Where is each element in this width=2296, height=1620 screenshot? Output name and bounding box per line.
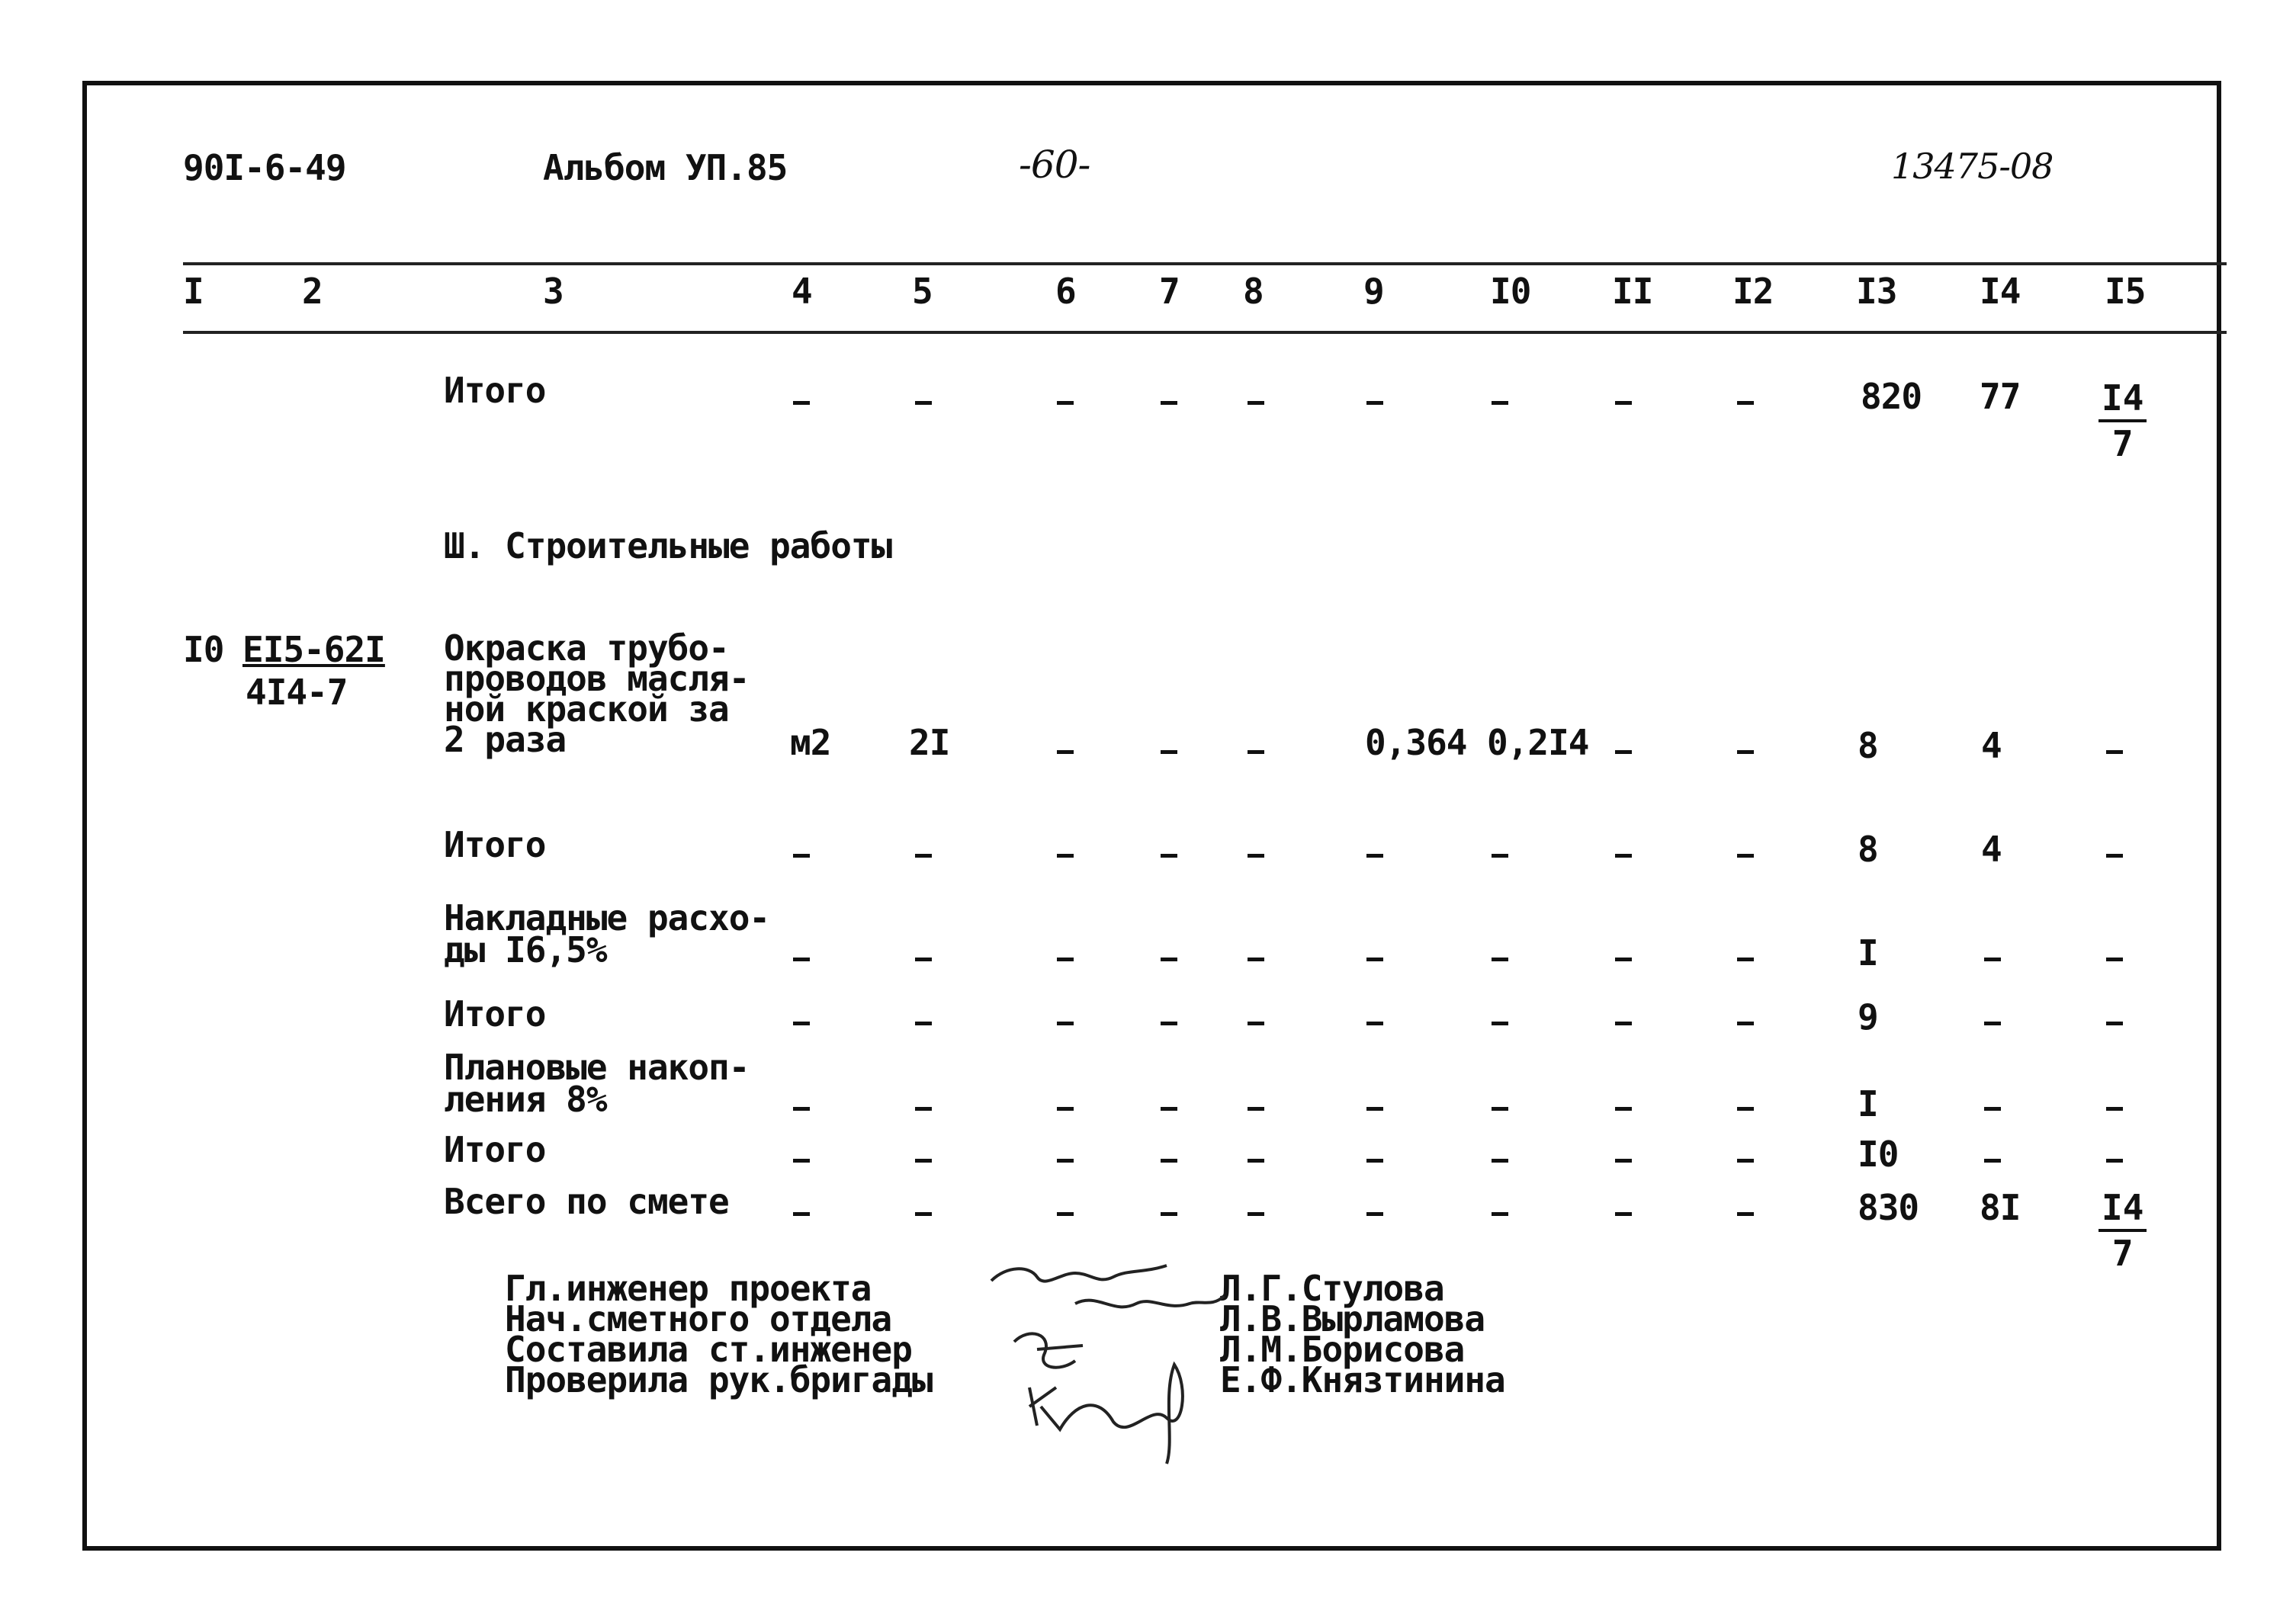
empty-cell-dash (915, 1212, 932, 1216)
cell-col-14: 4 (1981, 725, 2002, 766)
cell-col-13: I (1858, 1083, 1878, 1124)
signature-name: Л.В.Вырламова (1220, 1298, 1485, 1339)
empty-cell-dash (1248, 958, 1264, 961)
signature-name: Л.Г.Стулова (1220, 1268, 1444, 1309)
row-label: Итого (444, 824, 546, 865)
empty-cell-dash (1057, 1107, 1074, 1111)
empty-cell-dash (1737, 1022, 1754, 1025)
row-label: Итого (444, 1129, 546, 1170)
cell-col-13: 8 (1858, 725, 1878, 766)
empty-cell-dash (793, 854, 810, 858)
item-description-line: Окраска трубо- (444, 627, 729, 669)
empty-cell-dash (1737, 750, 1754, 754)
empty-cell-dash (793, 1022, 810, 1025)
empty-cell-dash (1366, 854, 1383, 858)
column-header: 8 (1243, 271, 1264, 312)
cell-col-14: 4 (1981, 829, 2002, 870)
empty-cell-dash (1615, 854, 1632, 858)
row-label: Итого (444, 993, 546, 1035)
cell-col-15-fraction (2099, 377, 2147, 465)
empty-cell-dash (1161, 1212, 1177, 1216)
item-code-sub: 4I4-7 (246, 672, 348, 713)
item-description-line: проводов масля- (444, 658, 750, 699)
empty-cell-dash (1615, 1022, 1632, 1025)
empty-cell-dash (2106, 854, 2123, 858)
document-code: 90I-6-49 (183, 147, 346, 188)
empty-cell-dash (1737, 401, 1754, 405)
column-header: 9 (1363, 271, 1384, 312)
empty-cell-dash (1057, 1022, 1074, 1025)
empty-cell-dash (915, 958, 932, 961)
cell-col-14: 8I (1980, 1187, 2021, 1228)
cell-quantity: 2I (909, 722, 950, 763)
signature-role: Нач.сметного отдела (505, 1298, 892, 1339)
empty-cell-dash (915, 1022, 932, 1025)
item-number: I0 (183, 629, 224, 670)
column-header: I2 (1732, 271, 1774, 312)
empty-cell-dash (915, 401, 932, 405)
empty-cell-dash (2106, 1107, 2123, 1111)
column-header: 5 (912, 271, 933, 312)
empty-cell-dash (1984, 1022, 2001, 1025)
empty-cell-dash (793, 1107, 810, 1111)
empty-cell-dash (2106, 750, 2123, 754)
empty-cell-dash (1984, 1107, 2001, 1111)
empty-cell-dash (1737, 958, 1754, 961)
empty-cell-dash (1492, 958, 1508, 961)
empty-cell-dash (1492, 854, 1508, 858)
empty-cell-dash (1057, 401, 1074, 405)
cell-col-10: 0,2I4 (1487, 722, 1589, 763)
empty-cell-dash (793, 1159, 810, 1163)
empty-cell-dash (1366, 1107, 1383, 1111)
empty-cell-dash (1492, 1107, 1508, 1111)
signature-role: Составила ст.инженер (505, 1329, 912, 1370)
column-header: 3 (543, 271, 564, 312)
cell-unit: м2 (790, 722, 831, 763)
handwritten-signatures (984, 1250, 1235, 1471)
empty-cell-dash (1366, 1212, 1383, 1216)
signature-role: Проверила рук.бригады (505, 1359, 933, 1400)
empty-cell-dash (1492, 1212, 1508, 1216)
cell-col-14: 77 (1980, 376, 2021, 417)
empty-cell-dash (1248, 750, 1264, 754)
fraction-denominator: 7 (2111, 1233, 2134, 1274)
empty-cell-dash (915, 854, 932, 858)
cell-col-13: 820 (1861, 376, 1922, 417)
column-header: I4 (1980, 271, 2021, 312)
signature-name: Е.Ф.Князтинина (1220, 1359, 1505, 1400)
empty-cell-dash (1737, 1107, 1754, 1111)
empty-cell-dash (2106, 1022, 2123, 1025)
column-header: 7 (1159, 271, 1180, 312)
empty-cell-dash (1161, 958, 1177, 961)
empty-cell-dash (793, 958, 810, 961)
cell-col-13: 830 (1858, 1187, 1919, 1228)
column-header: I (183, 271, 204, 312)
column-header: 4 (792, 271, 812, 312)
empty-cell-dash (1615, 750, 1632, 754)
row-label: Итого (444, 370, 546, 411)
empty-cell-dash (1737, 854, 1754, 858)
column-header: I5 (2105, 271, 2146, 312)
empty-cell-dash (1161, 401, 1177, 405)
empty-cell-dash (1492, 1022, 1508, 1025)
cell-col-15-fraction (2099, 1186, 2147, 1275)
empty-cell-dash (1366, 958, 1383, 961)
item-code: EI5-62I (242, 629, 385, 670)
empty-cell-dash (1984, 958, 2001, 961)
cell-col-13: I (1858, 932, 1878, 974)
cell-col-13: I0 (1858, 1134, 1899, 1175)
empty-cell-dash (1057, 750, 1074, 754)
empty-cell-dash (1492, 1159, 1508, 1163)
empty-cell-dash (1161, 1159, 1177, 1163)
section-title: Ш. Строительные работы (444, 525, 892, 566)
empty-cell-dash (1248, 1159, 1264, 1163)
empty-cell-dash (1737, 1212, 1754, 1216)
cell-col-9: 0,364 (1365, 722, 1467, 763)
fraction-denominator: 7 (2111, 423, 2134, 464)
cell-col-13: 8 (1858, 829, 1878, 870)
empty-cell-dash (1161, 1022, 1177, 1025)
column-header: I3 (1856, 271, 1897, 312)
empty-cell-dash (1615, 958, 1632, 961)
empty-cell-dash (1737, 1159, 1754, 1163)
signature-role: Гл.инженер проекта (505, 1268, 872, 1309)
column-header: 2 (302, 271, 323, 312)
empty-cell-dash (1161, 750, 1177, 754)
empty-cell-dash (1366, 1159, 1383, 1163)
empty-cell-dash (1248, 1212, 1264, 1216)
empty-cell-dash (1366, 1022, 1383, 1025)
header-top-rule (183, 262, 2227, 265)
cell-col-13: 9 (1858, 996, 1878, 1038)
empty-cell-dash (1366, 401, 1383, 405)
row-label-line: ды I6,5% (444, 929, 607, 970)
empty-cell-dash (915, 1107, 932, 1111)
header-bottom-rule (183, 331, 2227, 334)
item-description-line: ной краской за (444, 688, 729, 730)
empty-cell-dash (1057, 1212, 1074, 1216)
empty-cell-dash (1057, 854, 1074, 858)
empty-cell-dash (1615, 1212, 1632, 1216)
row-label-line: ления 8% (444, 1079, 607, 1120)
fraction-numerator: I4 (2099, 377, 2147, 422)
empty-cell-dash (793, 1212, 810, 1216)
empty-cell-dash (2106, 1159, 2123, 1163)
reference-number: 13475-08 (1891, 146, 2054, 187)
album-label: Альбом УП.85 (543, 147, 788, 188)
empty-cell-dash (1161, 854, 1177, 858)
empty-cell-dash (1248, 1107, 1264, 1111)
empty-cell-dash (1492, 401, 1508, 405)
empty-cell-dash (1615, 401, 1632, 405)
page-number: -60- (1019, 143, 1090, 187)
column-header: II (1612, 271, 1653, 312)
empty-cell-dash (915, 1159, 932, 1163)
row-label-line: Плановые накоп- (444, 1047, 750, 1088)
empty-cell-dash (2106, 958, 2123, 961)
empty-cell-dash (793, 401, 810, 405)
item-description-line: 2 раза (444, 719, 567, 760)
empty-cell-dash (1057, 958, 1074, 961)
empty-cell-dash (1615, 1107, 1632, 1111)
empty-cell-dash (1248, 1022, 1264, 1025)
row-label: Всего по смете (444, 1181, 729, 1222)
row-label-line: Накладные расхо- (444, 897, 770, 938)
empty-cell-dash (1161, 1107, 1177, 1111)
fraction-numerator: I4 (2099, 1186, 2147, 1232)
empty-cell-dash (1615, 1159, 1632, 1163)
empty-cell-dash (1984, 1159, 2001, 1163)
empty-cell-dash (1248, 854, 1264, 858)
column-header: I0 (1490, 271, 1531, 312)
empty-cell-dash (1057, 1159, 1074, 1163)
empty-cell-dash (1248, 401, 1264, 405)
signature-name: Л.М.Борисова (1220, 1329, 1465, 1370)
column-header: 6 (1055, 271, 1076, 312)
